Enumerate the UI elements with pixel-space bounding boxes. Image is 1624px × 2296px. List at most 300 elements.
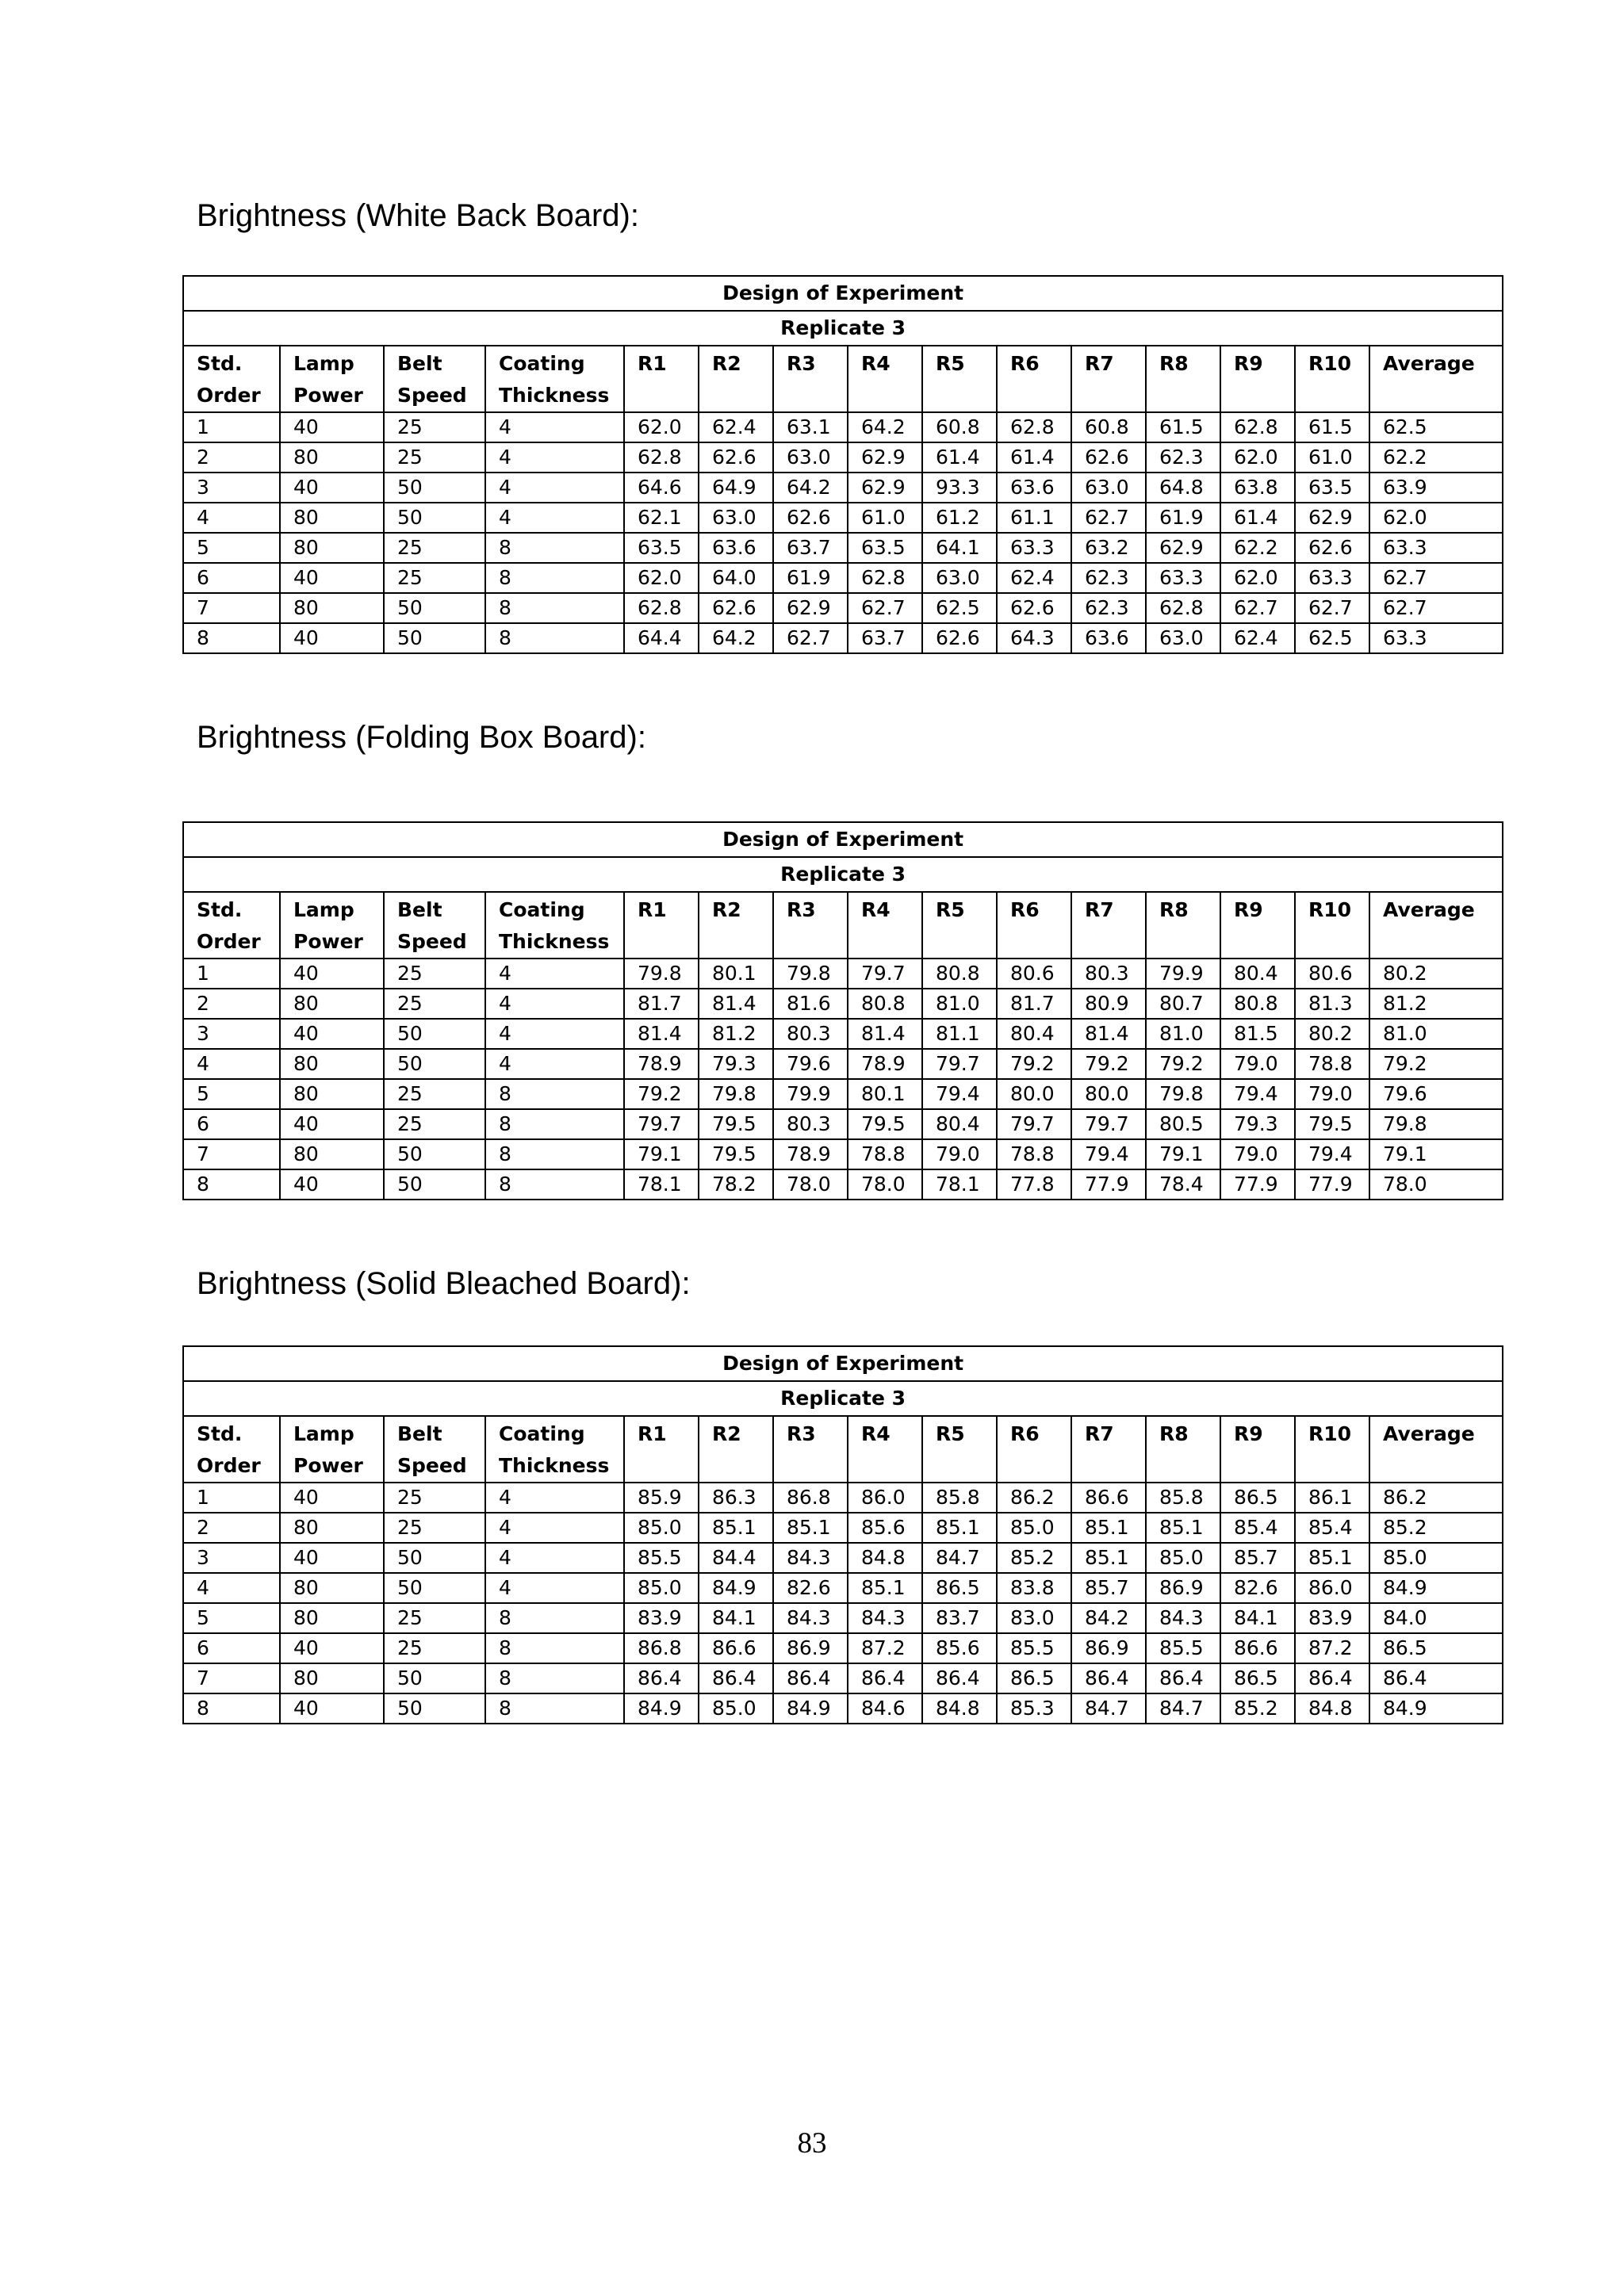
cell-belt-speed: 50 (384, 593, 485, 623)
cell-std-order: 2 (183, 442, 280, 473)
cell-r10: 63.3 (1295, 563, 1369, 593)
cell-belt-speed: 50 (384, 1663, 485, 1693)
cell-std-order: 2 (183, 1513, 280, 1543)
cell-belt-speed: 50 (384, 1049, 485, 1079)
cell-r1: 79.7 (624, 1109, 699, 1139)
cell-std-order: 1 (183, 1483, 280, 1513)
column-header-r7 (1071, 892, 1146, 959)
column-header-line: Belt (397, 898, 442, 921)
cell-std-order: 3 (183, 1543, 280, 1573)
column-header-line: Lamp (293, 352, 354, 375)
cell-lamp-power: 80 (280, 1603, 384, 1633)
cell-r1: 64.4 (624, 623, 699, 653)
table-row (183, 1109, 1503, 1139)
cell-r7: 85.1 (1071, 1543, 1146, 1573)
table-row (183, 563, 1503, 593)
cell-r8: 63.0 (1146, 623, 1220, 653)
cell-r1: 83.9 (624, 1603, 699, 1633)
cell-r6: 62.4 (997, 563, 1071, 593)
cell-r10: 85.1 (1295, 1543, 1369, 1573)
cell-r8: 86.9 (1146, 1573, 1220, 1603)
cell-r9: 62.2 (1220, 533, 1295, 563)
cell-belt-speed: 25 (384, 1513, 485, 1543)
cell-r9: 80.4 (1220, 959, 1295, 989)
cell-r1: 79.1 (624, 1139, 699, 1169)
column-header-line: R9 (1234, 898, 1263, 921)
cell-r2: 62.6 (699, 442, 773, 473)
cell-r5: 83.7 (922, 1603, 997, 1633)
cell-r5: 85.8 (922, 1483, 997, 1513)
column-header-r4 (848, 892, 922, 959)
cell-r9: 82.6 (1220, 1573, 1295, 1603)
cell-coating-thickness: 8 (485, 1139, 624, 1169)
cell-lamp-power: 40 (280, 1483, 384, 1513)
cell-r8: 79.2 (1146, 1049, 1220, 1079)
cell-r7: 62.3 (1071, 563, 1146, 593)
cell-r2: 81.2 (699, 1019, 773, 1049)
column-header-line: R7 (1085, 898, 1114, 921)
cell-r1: 62.1 (624, 503, 699, 533)
column-header-r5 (922, 346, 997, 412)
cell-r1: 79.8 (624, 959, 699, 989)
column-header-r2 (699, 892, 773, 959)
column-header-line: R3 (787, 1422, 816, 1445)
table-row (183, 959, 1503, 989)
cell-r6: 80.4 (997, 1019, 1071, 1049)
table-row (183, 1019, 1503, 1049)
column-header-r8 (1146, 346, 1220, 412)
column-header-line: Belt (397, 1422, 442, 1445)
table-row (183, 1483, 1503, 1513)
cell-coating-thickness: 4 (485, 442, 624, 473)
cell-r1: 64.6 (624, 473, 699, 503)
cell-average: 79.1 (1369, 1139, 1503, 1169)
column-header-line: R5 (936, 898, 965, 921)
cell-lamp-power: 80 (280, 533, 384, 563)
cell-r5: 62.5 (922, 593, 997, 623)
column-header-line: Thickness (499, 930, 610, 953)
cell-r1: 86.4 (624, 1663, 699, 1693)
cell-lamp-power: 40 (280, 1169, 384, 1200)
cell-r3: 84.3 (773, 1543, 848, 1573)
cell-r1: 81.4 (624, 1019, 699, 1049)
cell-r2: 63.0 (699, 503, 773, 533)
cell-r3: 80.3 (773, 1109, 848, 1139)
column-header-line: R4 (861, 352, 891, 375)
cell-r5: 85.1 (922, 1513, 997, 1543)
cell-r3: 84.3 (773, 1603, 848, 1633)
cell-r5: 60.8 (922, 412, 997, 442)
cell-r6: 81.7 (997, 989, 1071, 1019)
column-header-coating-thickness (485, 346, 624, 412)
cell-std-order: 8 (183, 623, 280, 653)
column-header-line: Thickness (499, 1454, 610, 1477)
cell-r4: 64.2 (848, 412, 922, 442)
cell-r6: 85.0 (997, 1513, 1071, 1543)
cell-r2: 62.4 (699, 412, 773, 442)
cell-lamp-power: 40 (280, 1109, 384, 1139)
cell-r4: 79.5 (848, 1109, 922, 1139)
cell-r2: 86.3 (699, 1483, 773, 1513)
cell-r1: 62.0 (624, 412, 699, 442)
column-header-r3 (773, 1416, 848, 1483)
cell-average: 62.7 (1369, 593, 1503, 623)
cell-r9: 62.0 (1220, 442, 1295, 473)
cell-r7: 85.1 (1071, 1513, 1146, 1543)
cell-lamp-power: 80 (280, 1049, 384, 1079)
column-header-belt-speed (384, 892, 485, 959)
cell-r6: 80.0 (997, 1079, 1071, 1109)
cell-r8: 62.9 (1146, 533, 1220, 563)
cell-r10: 77.9 (1295, 1169, 1369, 1200)
cell-coating-thickness: 4 (485, 1019, 624, 1049)
cell-coating-thickness: 8 (485, 1603, 624, 1633)
cell-std-order: 5 (183, 1079, 280, 1109)
cell-r4: 84.8 (848, 1543, 922, 1573)
cell-r4: 78.8 (848, 1139, 922, 1169)
cell-average: 79.2 (1369, 1049, 1503, 1079)
cell-r5: 61.2 (922, 503, 997, 533)
cell-std-order: 3 (183, 1019, 280, 1049)
cell-r2: 62.6 (699, 593, 773, 623)
cell-coating-thickness: 4 (485, 503, 624, 533)
column-header-r9 (1220, 892, 1295, 959)
cell-r7: 86.4 (1071, 1663, 1146, 1693)
cell-r9: 85.7 (1220, 1543, 1295, 1573)
table-row (183, 1633, 1503, 1663)
cell-r8: 81.0 (1146, 1019, 1220, 1049)
cell-average: 84.0 (1369, 1603, 1503, 1633)
table-body (183, 959, 1503, 1200)
cell-r3: 84.9 (773, 1693, 848, 1724)
column-header-line: R9 (1234, 352, 1263, 375)
cell-r6: 62.6 (997, 593, 1071, 623)
cell-r7: 80.3 (1071, 959, 1146, 989)
cell-r8: 78.4 (1146, 1169, 1220, 1200)
column-header-line: R6 (1010, 898, 1040, 921)
cell-belt-speed: 25 (384, 412, 485, 442)
cell-r10: 85.4 (1295, 1513, 1369, 1543)
column-header-r6 (997, 1416, 1071, 1483)
cell-r1: 84.9 (624, 1693, 699, 1724)
cell-coating-thickness: 8 (485, 1633, 624, 1663)
cell-r4: 85.1 (848, 1573, 922, 1603)
cell-belt-speed: 25 (384, 563, 485, 593)
cell-r4: 62.7 (848, 593, 922, 623)
cell-r9: 77.9 (1220, 1169, 1295, 1200)
cell-r5: 81.1 (922, 1019, 997, 1049)
cell-r3: 78.0 (773, 1169, 848, 1200)
cell-r4: 80.8 (848, 989, 922, 1019)
cell-r5: 62.6 (922, 623, 997, 653)
cell-r9: 79.0 (1220, 1049, 1295, 1079)
column-header-line: Speed (397, 1454, 467, 1477)
cell-lamp-power: 80 (280, 1513, 384, 1543)
column-header-r5 (922, 892, 997, 959)
table-row (183, 1169, 1503, 1200)
design-of-experiment-banner: Design of Experiment (183, 276, 1503, 311)
cell-r7: 63.2 (1071, 533, 1146, 563)
column-header-line: R6 (1010, 352, 1040, 375)
cell-r3: 81.6 (773, 989, 848, 1019)
cell-belt-speed: 25 (384, 989, 485, 1019)
column-header-r3 (773, 892, 848, 959)
cell-r1: 63.5 (624, 533, 699, 563)
cell-r10: 79.5 (1295, 1109, 1369, 1139)
cell-r5: 80.8 (922, 959, 997, 989)
cell-r4: 62.8 (848, 563, 922, 593)
cell-r2: 63.6 (699, 533, 773, 563)
cell-lamp-power: 80 (280, 1573, 384, 1603)
cell-r5: 79.4 (922, 1079, 997, 1109)
column-header-line: Power (293, 384, 363, 407)
column-header-r2 (699, 346, 773, 412)
column-header-r4 (848, 346, 922, 412)
column-header-line: Order (197, 1454, 261, 1477)
column-header-r9 (1220, 1416, 1295, 1483)
cell-average: 62.0 (1369, 503, 1503, 533)
table-row (183, 593, 1503, 623)
column-header-belt-speed (384, 346, 485, 412)
cell-r3: 86.9 (773, 1633, 848, 1663)
section-title-white-back-board: Brightness (White Back Board): (197, 198, 639, 233)
column-header-line: R5 (936, 352, 965, 375)
cell-r10: 63.5 (1295, 473, 1369, 503)
table-row (183, 442, 1503, 473)
column-header-line: R10 (1308, 898, 1352, 921)
cell-r5: 63.0 (922, 563, 997, 593)
cell-lamp-power: 40 (280, 1543, 384, 1573)
cell-lamp-power: 80 (280, 1079, 384, 1109)
column-header-line: R8 (1159, 1422, 1189, 1445)
cell-r5: 85.6 (922, 1633, 997, 1663)
cell-belt-speed: 25 (384, 1603, 485, 1633)
cell-average: 84.9 (1369, 1693, 1503, 1724)
cell-r3: 78.9 (773, 1139, 848, 1169)
cell-average: 80.2 (1369, 959, 1503, 989)
column-header-std-order (183, 346, 280, 412)
column-header-line: R7 (1085, 1422, 1114, 1445)
cell-average: 62.5 (1369, 412, 1503, 442)
column-header-line: Power (293, 930, 363, 953)
cell-r7: 84.7 (1071, 1693, 1146, 1724)
column-header-average (1369, 892, 1503, 959)
cell-r10: 84.8 (1295, 1693, 1369, 1724)
cell-coating-thickness: 4 (485, 1573, 624, 1603)
cell-r6: 83.0 (997, 1603, 1071, 1633)
cell-std-order: 2 (183, 989, 280, 1019)
cell-r4: 78.9 (848, 1049, 922, 1079)
cell-coating-thickness: 4 (485, 1483, 624, 1513)
column-header-r2 (699, 1416, 773, 1483)
cell-lamp-power: 80 (280, 503, 384, 533)
cell-belt-speed: 50 (384, 1169, 485, 1200)
cell-r7: 63.6 (1071, 623, 1146, 653)
cell-r6: 61.1 (997, 503, 1071, 533)
cell-coating-thickness: 4 (485, 1513, 624, 1543)
cell-r7: 84.2 (1071, 1603, 1146, 1633)
cell-r2: 85.1 (699, 1513, 773, 1543)
table-row (183, 1049, 1503, 1079)
cell-r7: 63.0 (1071, 473, 1146, 503)
column-header-r10 (1295, 892, 1369, 959)
cell-r9: 62.0 (1220, 563, 1295, 593)
cell-std-order: 5 (183, 1603, 280, 1633)
column-header-std-order (183, 892, 280, 959)
cell-r1: 86.8 (624, 1633, 699, 1663)
cell-r6: 86.2 (997, 1483, 1071, 1513)
cell-r2: 84.9 (699, 1573, 773, 1603)
replicate-banner: Replicate 3 (183, 311, 1503, 346)
cell-r5: 81.0 (922, 989, 997, 1019)
cell-lamp-power: 40 (280, 473, 384, 503)
cell-r10: 86.4 (1295, 1663, 1369, 1693)
section-title-folding-box-board: Brightness (Folding Box Board): (197, 720, 646, 755)
cell-std-order: 7 (183, 1663, 280, 1693)
column-header-line: R7 (1085, 352, 1114, 375)
cell-r10: 79.0 (1295, 1079, 1369, 1109)
cell-coating-thickness: 8 (485, 1079, 624, 1109)
cell-r8: 64.8 (1146, 473, 1220, 503)
cell-r6: 63.3 (997, 533, 1071, 563)
column-header-r9 (1220, 346, 1295, 412)
cell-r6: 85.2 (997, 1543, 1071, 1573)
cell-r8: 85.5 (1146, 1633, 1220, 1663)
doe-table-folding-box-board (182, 821, 1503, 1200)
cell-r10: 87.2 (1295, 1633, 1369, 1663)
column-header-line: Order (197, 384, 261, 407)
column-header-r10 (1295, 346, 1369, 412)
cell-coating-thickness: 4 (485, 1049, 624, 1079)
cell-r4: 63.7 (848, 623, 922, 653)
column-header-lamp-power (280, 1416, 384, 1483)
cell-belt-speed: 50 (384, 503, 485, 533)
cell-r9: 79.3 (1220, 1109, 1295, 1139)
cell-r1: 79.2 (624, 1079, 699, 1109)
cell-r5: 64.1 (922, 533, 997, 563)
column-header-line: R2 (712, 898, 741, 921)
cell-average: 85.2 (1369, 1513, 1503, 1543)
cell-r4: 87.2 (848, 1633, 922, 1663)
cell-r10: 62.6 (1295, 533, 1369, 563)
design-of-experiment-banner: Design of Experiment (183, 822, 1503, 857)
column-header-line: R3 (787, 898, 816, 921)
cell-r7: 85.7 (1071, 1573, 1146, 1603)
cell-belt-speed: 25 (384, 1483, 485, 1513)
column-header-line: R2 (712, 1422, 741, 1445)
column-header-r6 (997, 346, 1071, 412)
cell-belt-speed: 25 (384, 1109, 485, 1139)
cell-average: 86.5 (1369, 1633, 1503, 1663)
cell-r6: 85.3 (997, 1693, 1071, 1724)
column-header-line: Average (1383, 1422, 1475, 1445)
doe-table-solid-bleached-board (182, 1345, 1503, 1724)
cell-r10: 80.6 (1295, 959, 1369, 989)
cell-r9: 80.8 (1220, 989, 1295, 1019)
cell-r2: 84.1 (699, 1603, 773, 1633)
cell-r9: 79.4 (1220, 1079, 1295, 1109)
cell-r4: 63.5 (848, 533, 922, 563)
cell-r1: 62.8 (624, 593, 699, 623)
table-row (183, 1139, 1503, 1169)
cell-r7: 62.7 (1071, 503, 1146, 533)
column-header-line: Power (293, 1454, 363, 1477)
cell-r9: 63.8 (1220, 473, 1295, 503)
cell-r6: 78.8 (997, 1139, 1071, 1169)
column-header-line: Coating (499, 1422, 585, 1445)
cell-r5: 79.7 (922, 1049, 997, 1079)
cell-r8: 85.1 (1146, 1513, 1220, 1543)
cell-std-order: 6 (183, 563, 280, 593)
cell-r8: 80.5 (1146, 1109, 1220, 1139)
table-row (183, 412, 1503, 442)
cell-r7: 86.6 (1071, 1483, 1146, 1513)
cell-std-order: 8 (183, 1169, 280, 1200)
column-header-line: Average (1383, 898, 1475, 921)
cell-belt-speed: 50 (384, 1573, 485, 1603)
cell-r6: 80.6 (997, 959, 1071, 989)
cell-belt-speed: 25 (384, 442, 485, 473)
column-header-belt-speed (384, 1416, 485, 1483)
column-header-line: R8 (1159, 898, 1189, 921)
cell-r7: 80.0 (1071, 1079, 1146, 1109)
cell-coating-thickness: 8 (485, 563, 624, 593)
cell-r5: 86.5 (922, 1573, 997, 1603)
cell-coating-thickness: 8 (485, 593, 624, 623)
column-header-average (1369, 346, 1503, 412)
cell-lamp-power: 40 (280, 563, 384, 593)
column-header-line: R9 (1234, 1422, 1263, 1445)
column-header-line: R3 (787, 352, 816, 375)
column-header-line: R1 (638, 1422, 667, 1445)
cell-r10: 81.3 (1295, 989, 1369, 1019)
table-body (183, 412, 1503, 653)
cell-r10: 62.7 (1295, 593, 1369, 623)
replicate-banner: Replicate 3 (183, 857, 1503, 892)
cell-r7: 60.8 (1071, 412, 1146, 442)
cell-r7: 79.4 (1071, 1139, 1146, 1169)
cell-r1: 78.9 (624, 1049, 699, 1079)
cell-r1: 85.5 (624, 1543, 699, 1573)
cell-r10: 79.4 (1295, 1139, 1369, 1169)
cell-r9: 86.5 (1220, 1483, 1295, 1513)
cell-r6: 85.5 (997, 1633, 1071, 1663)
cell-r2: 64.9 (699, 473, 773, 503)
cell-lamp-power: 80 (280, 442, 384, 473)
cell-r4: 78.0 (848, 1169, 922, 1200)
cell-r7: 79.2 (1071, 1049, 1146, 1079)
cell-r7: 77.9 (1071, 1169, 1146, 1200)
cell-r8: 62.3 (1146, 442, 1220, 473)
cell-r1: 78.1 (624, 1169, 699, 1200)
column-header-line: Coating (499, 898, 585, 921)
cell-belt-speed: 50 (384, 473, 485, 503)
cell-r3: 61.9 (773, 563, 848, 593)
cell-lamp-power: 80 (280, 989, 384, 1019)
cell-r3: 86.4 (773, 1663, 848, 1693)
cell-r4: 80.1 (848, 1079, 922, 1109)
cell-average: 86.4 (1369, 1663, 1503, 1693)
cell-average: 84.9 (1369, 1573, 1503, 1603)
column-header-r1 (624, 892, 699, 959)
cell-r6: 62.8 (997, 412, 1071, 442)
cell-r8: 80.7 (1146, 989, 1220, 1019)
cell-lamp-power: 80 (280, 1139, 384, 1169)
column-header-lamp-power (280, 346, 384, 412)
cell-std-order: 5 (183, 533, 280, 563)
cell-average: 63.9 (1369, 473, 1503, 503)
column-header-line: R1 (638, 352, 667, 375)
